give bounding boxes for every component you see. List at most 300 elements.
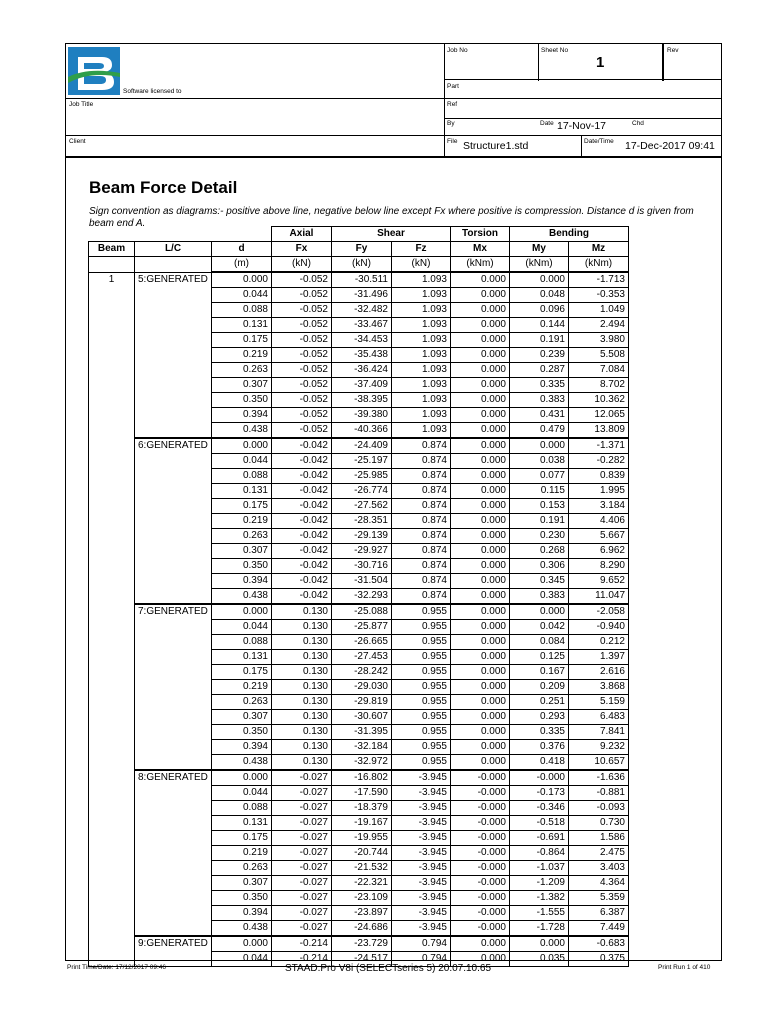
value-cell: 0.000	[451, 936, 510, 952]
table-row	[89, 423, 629, 439]
value-cell: 0.874	[392, 559, 451, 574]
value-cell: -0.000	[451, 816, 510, 831]
value-cell: -0.881	[569, 786, 629, 801]
value-cell: 0.000	[451, 454, 510, 469]
value-cell: 0.167	[510, 665, 569, 680]
load-case-cell	[135, 740, 212, 755]
value-cell: 12.065	[569, 408, 629, 423]
value-cell: -32.184	[332, 740, 392, 755]
value-cell: 0.035	[510, 952, 569, 967]
load-case-cell	[135, 620, 212, 635]
value-cell: 0.794	[392, 952, 451, 967]
value-cell: -0.052	[272, 288, 332, 303]
value-cell: 4.406	[569, 514, 629, 529]
value-cell: 5.359	[569, 891, 629, 906]
value-cell: 0.000	[451, 755, 510, 771]
value-cell: 13.809	[569, 423, 629, 439]
value-cell: 1.049	[569, 303, 629, 318]
value-cell: 1.093	[392, 393, 451, 408]
group-header-row	[89, 227, 629, 242]
value-cell: -0.052	[272, 363, 332, 378]
beam-cell	[89, 288, 135, 303]
load-case-cell	[135, 454, 212, 469]
value-cell: 0.438	[212, 755, 272, 771]
value-cell: -0.000	[451, 846, 510, 861]
value-cell: -0.042	[272, 559, 332, 574]
table-row	[89, 936, 629, 952]
value-cell: -25.985	[332, 469, 392, 484]
load-case-cell	[135, 393, 212, 408]
value-cell: 1.586	[569, 831, 629, 846]
value-cell: 0.307	[212, 544, 272, 559]
value-cell: 0.394	[212, 740, 272, 755]
value-cell: -0.000	[510, 770, 569, 786]
value-cell: 2.494	[569, 318, 629, 333]
beam-cell	[89, 635, 135, 650]
value-cell: 10.362	[569, 393, 629, 408]
load-case-cell	[135, 589, 212, 605]
beam-cell	[89, 936, 135, 952]
value-cell: 1.093	[392, 272, 451, 288]
value-cell: 0.000	[451, 288, 510, 303]
load-case-cell	[135, 544, 212, 559]
value-cell: -37.409	[332, 378, 392, 393]
value-cell: 0.153	[510, 499, 569, 514]
table-row	[89, 318, 629, 333]
value-cell: -18.379	[332, 801, 392, 816]
load-case-cell	[135, 906, 212, 921]
value-cell: -33.467	[332, 318, 392, 333]
value-cell: 0.479	[510, 423, 569, 439]
value-cell: 0.000	[451, 604, 510, 620]
beam-cell	[89, 770, 135, 786]
table-row	[89, 288, 629, 303]
value-cell: -0.027	[272, 846, 332, 861]
value-cell: 0.874	[392, 499, 451, 514]
table-row	[89, 635, 629, 650]
beam-cell	[89, 408, 135, 423]
value-cell: 0.044	[212, 952, 272, 967]
col-header: Mx	[451, 242, 510, 257]
value-cell: 0.955	[392, 635, 451, 650]
value-cell: 0.000	[451, 620, 510, 635]
value-cell: -24.409	[332, 438, 392, 454]
table-row	[89, 604, 629, 620]
load-case-cell	[135, 695, 212, 710]
value-cell: 0.044	[212, 620, 272, 635]
value-cell: 0.874	[392, 438, 451, 454]
value-cell: -0.000	[451, 786, 510, 801]
value-cell: 0.130	[272, 695, 332, 710]
load-case-cell	[135, 303, 212, 318]
value-cell: -0.027	[272, 816, 332, 831]
value-cell: 0.000	[451, 318, 510, 333]
value-cell: -0.000	[451, 921, 510, 937]
value-cell: 0.955	[392, 680, 451, 695]
table-row	[89, 559, 629, 574]
beam-cell	[89, 831, 135, 846]
table-row	[89, 665, 629, 680]
value-cell: -3.945	[392, 921, 451, 937]
value-cell: 0.131	[212, 816, 272, 831]
value-cell: 1.093	[392, 288, 451, 303]
value-cell: -0.282	[569, 454, 629, 469]
value-cell: 0.000	[451, 725, 510, 740]
value-cell: -0.042	[272, 438, 332, 454]
value-cell: -1.371	[569, 438, 629, 454]
value-cell: -40.366	[332, 423, 392, 439]
value-cell: 0.219	[212, 846, 272, 861]
value-cell: 0.175	[212, 333, 272, 348]
value-cell: 0.345	[510, 574, 569, 589]
value-cell: -0.042	[272, 454, 332, 469]
value-cell: -0.042	[272, 544, 332, 559]
col-header: Beam	[89, 242, 135, 257]
beam-cell	[89, 454, 135, 469]
sheet-no-value: 1	[596, 54, 605, 71]
value-cell: -0.042	[272, 574, 332, 589]
value-cell: -30.716	[332, 559, 392, 574]
beam-cell	[89, 755, 135, 771]
table-row	[89, 710, 629, 725]
beam-cell	[89, 665, 135, 680]
value-cell: 5.667	[569, 529, 629, 544]
value-cell: 0.438	[212, 423, 272, 439]
beam-cell	[89, 740, 135, 755]
value-cell: 0.000	[212, 438, 272, 454]
load-case-cell	[135, 831, 212, 846]
table-row	[89, 408, 629, 423]
value-cell: 0.955	[392, 710, 451, 725]
value-cell: 0.335	[510, 378, 569, 393]
value-cell: -3.945	[392, 831, 451, 846]
sign-convention-note: Sign convention as diagrams:- positive above line, negative below line except Fx where positive is compression. Distance d is given from beam end A.	[89, 206, 694, 229]
value-cell: -1.209	[510, 876, 569, 891]
value-cell: -3.945	[392, 891, 451, 906]
value-cell: -0.027	[272, 770, 332, 786]
bentley-logo-icon	[68, 47, 120, 95]
beam-cell	[89, 303, 135, 318]
col-header: d	[212, 242, 272, 257]
table-row	[89, 695, 629, 710]
load-case-cell	[135, 574, 212, 589]
value-cell: 0.874	[392, 454, 451, 469]
value-cell: -31.496	[332, 288, 392, 303]
value-cell: -0.052	[272, 378, 332, 393]
table-row	[89, 846, 629, 861]
load-case-cell	[135, 665, 212, 680]
beam-cell	[89, 393, 135, 408]
value-cell: 2.616	[569, 665, 629, 680]
value-cell: -24.686	[332, 921, 392, 937]
table-row	[89, 680, 629, 695]
beam-cell	[89, 574, 135, 589]
value-cell: -34.453	[332, 333, 392, 348]
load-case-cell	[135, 318, 212, 333]
value-cell: 0.955	[392, 740, 451, 755]
value-cell: 0.000	[451, 952, 510, 967]
value-cell: -0.052	[272, 318, 332, 333]
load-case-cell	[135, 846, 212, 861]
job-title-label: Job Title	[69, 101, 94, 108]
value-cell: 0.874	[392, 544, 451, 559]
value-cell: 0.307	[212, 710, 272, 725]
col-header: Mz	[569, 242, 629, 257]
value-cell: 0.212	[569, 635, 629, 650]
value-cell: -0.864	[510, 846, 569, 861]
value-cell: -28.242	[332, 665, 392, 680]
value-cell: 1.093	[392, 303, 451, 318]
table-row	[89, 303, 629, 318]
value-cell: -0.093	[569, 801, 629, 816]
value-cell: 0.955	[392, 725, 451, 740]
value-cell: 0.307	[212, 378, 272, 393]
value-cell: -29.030	[332, 680, 392, 695]
value-cell: 0.000	[451, 378, 510, 393]
value-cell: 0.219	[212, 680, 272, 695]
value-cell: -19.955	[332, 831, 392, 846]
value-cell: -38.395	[332, 393, 392, 408]
value-cell: 0.191	[510, 333, 569, 348]
value-cell: 4.364	[569, 876, 629, 891]
value-cell: -0.027	[272, 861, 332, 876]
value-cell: 0.287	[510, 363, 569, 378]
value-cell: 3.184	[569, 499, 629, 514]
table-row	[89, 348, 629, 363]
beam-cell	[89, 846, 135, 861]
value-cell: -0.052	[272, 408, 332, 423]
value-cell: 0.955	[392, 604, 451, 620]
value-cell: 0.144	[510, 318, 569, 333]
unit-cell: (kNm)	[569, 257, 629, 273]
value-cell: 0.251	[510, 695, 569, 710]
value-cell: -30.511	[332, 272, 392, 288]
load-case-cell	[135, 408, 212, 423]
value-cell: 0.000	[451, 363, 510, 378]
value-cell: 0.000	[510, 936, 569, 952]
beam-cell	[89, 710, 135, 725]
load-case-cell	[135, 469, 212, 484]
load-case-cell	[135, 514, 212, 529]
value-cell: -0.000	[451, 801, 510, 816]
value-cell: 0.000	[451, 650, 510, 665]
value-cell: -0.000	[451, 906, 510, 921]
beam-cell: 1	[89, 272, 135, 288]
table-row	[89, 801, 629, 816]
value-cell: 0.000	[451, 484, 510, 499]
value-cell: -27.562	[332, 499, 392, 514]
beam-cell	[89, 333, 135, 348]
value-cell: -23.897	[332, 906, 392, 921]
value-cell: 0.130	[272, 725, 332, 740]
table-row	[89, 755, 629, 771]
value-cell: 0.130	[272, 604, 332, 620]
value-cell: 0.088	[212, 303, 272, 318]
page-frame	[65, 43, 722, 964]
value-cell: -0.940	[569, 620, 629, 635]
beam-cell	[89, 378, 135, 393]
load-case-cell: 7:GENERATED	[135, 604, 212, 620]
beam-cell	[89, 348, 135, 363]
table-row	[89, 544, 629, 559]
table-body	[89, 272, 629, 967]
beam-cell	[89, 620, 135, 635]
value-cell: 8.702	[569, 378, 629, 393]
value-cell: 0.000	[451, 408, 510, 423]
beam-cell	[89, 816, 135, 831]
value-cell: 0.874	[392, 529, 451, 544]
units-row	[89, 257, 629, 273]
table-row	[89, 454, 629, 469]
value-cell: -1.037	[510, 861, 569, 876]
table-row	[89, 861, 629, 876]
value-cell: 0.000	[451, 303, 510, 318]
value-cell: 1.093	[392, 318, 451, 333]
value-cell: 0.088	[212, 801, 272, 816]
value-cell: -0.027	[272, 876, 332, 891]
col-header: Fz	[392, 242, 451, 257]
beam-cell	[89, 544, 135, 559]
value-cell: -0.691	[510, 831, 569, 846]
value-cell: -3.945	[392, 801, 451, 816]
value-cell: -24.517	[332, 952, 392, 967]
value-cell: -31.395	[332, 725, 392, 740]
unit-cell: (kN)	[332, 257, 392, 273]
value-cell: 0.263	[212, 695, 272, 710]
value-cell: -19.167	[332, 816, 392, 831]
load-case-cell	[135, 423, 212, 439]
value-cell: 0.306	[510, 559, 569, 574]
value-cell: -29.927	[332, 544, 392, 559]
load-case-cell	[135, 921, 212, 937]
value-cell: 0.000	[451, 635, 510, 650]
value-cell: -3.945	[392, 876, 451, 891]
value-cell: 0.394	[212, 574, 272, 589]
value-cell: 0.219	[212, 348, 272, 363]
value-cell: 0.394	[212, 408, 272, 423]
value-cell: -25.197	[332, 454, 392, 469]
value-cell: 0.000	[451, 333, 510, 348]
value-cell: 2.475	[569, 846, 629, 861]
beam-cell	[89, 921, 135, 937]
table-row	[89, 393, 629, 408]
value-cell: 0.175	[212, 831, 272, 846]
shear-header: Shear	[332, 227, 451, 242]
value-cell: 0.000	[451, 529, 510, 544]
table-row	[89, 363, 629, 378]
beam-cell	[89, 559, 135, 574]
table-row	[89, 770, 629, 786]
beam-cell	[89, 786, 135, 801]
value-cell: -0.042	[272, 469, 332, 484]
value-cell: 0.955	[392, 620, 451, 635]
value-cell: -0.042	[272, 484, 332, 499]
col-header: Fx	[272, 242, 332, 257]
value-cell: 1.093	[392, 423, 451, 439]
load-case-cell	[135, 876, 212, 891]
value-cell: 7.841	[569, 725, 629, 740]
beam-cell	[89, 363, 135, 378]
value-cell: 0.130	[272, 635, 332, 650]
value-cell: 0.874	[392, 484, 451, 499]
value-cell: -26.774	[332, 484, 392, 499]
beam-cell	[89, 514, 135, 529]
value-cell: 0.048	[510, 288, 569, 303]
date-value: 17-Nov-17	[557, 120, 607, 132]
datetime-label: Date/Time	[584, 138, 614, 145]
value-cell: -0.052	[272, 272, 332, 288]
load-case-cell	[135, 650, 212, 665]
value-cell: 0.044	[212, 786, 272, 801]
print-time: Print Time/Date: 17/12/2017 09:46	[67, 964, 167, 971]
table-row	[89, 725, 629, 740]
value-cell: 0.130	[272, 680, 332, 695]
value-cell: -1.636	[569, 770, 629, 786]
beam-cell	[89, 725, 135, 740]
value-cell: 0.088	[212, 469, 272, 484]
value-cell: 0.335	[510, 725, 569, 740]
load-case-cell: 6:GENERATED	[135, 438, 212, 454]
value-cell: 0.175	[212, 499, 272, 514]
value-cell: 0.230	[510, 529, 569, 544]
load-case-cell	[135, 725, 212, 740]
value-cell: -29.139	[332, 529, 392, 544]
value-cell: -0.027	[272, 801, 332, 816]
load-case-cell	[135, 499, 212, 514]
load-case-cell	[135, 288, 212, 303]
value-cell: -21.532	[332, 861, 392, 876]
value-cell: -23.109	[332, 891, 392, 906]
value-cell: -23.729	[332, 936, 392, 952]
value-cell: 0.084	[510, 635, 569, 650]
value-cell: -0.000	[451, 831, 510, 846]
beam-cell	[89, 484, 135, 499]
load-case-cell: 8:GENERATED	[135, 770, 212, 786]
table-row	[89, 574, 629, 589]
value-cell: 0.000	[451, 710, 510, 725]
value-cell: -3.945	[392, 861, 451, 876]
load-case-cell	[135, 559, 212, 574]
value-cell: 0.874	[392, 589, 451, 605]
table-row	[89, 921, 629, 937]
value-cell: -0.027	[272, 906, 332, 921]
unit-cell: (kNm)	[451, 257, 510, 273]
value-cell: 0.000	[451, 348, 510, 363]
beam-cell	[89, 604, 135, 620]
value-cell: 0.000	[212, 604, 272, 620]
value-cell: -1.555	[510, 906, 569, 921]
beam-cell	[89, 589, 135, 605]
value-cell: 0.874	[392, 574, 451, 589]
value-cell: -22.321	[332, 876, 392, 891]
date-label: Date	[540, 120, 554, 127]
axial-header: Axial	[272, 227, 332, 242]
value-cell: -3.945	[392, 816, 451, 831]
value-cell: -0.000	[451, 891, 510, 906]
client-label: Client	[69, 138, 86, 145]
load-case-cell	[135, 801, 212, 816]
value-cell: -0.052	[272, 423, 332, 439]
value-cell: 1.093	[392, 378, 451, 393]
value-cell: 0.376	[510, 740, 569, 755]
value-cell: -0.027	[272, 786, 332, 801]
value-cell: 0.077	[510, 469, 569, 484]
value-cell: -0.042	[272, 529, 332, 544]
table-row	[89, 589, 629, 605]
table-row	[89, 740, 629, 755]
value-cell: -0.000	[451, 876, 510, 891]
value-cell: 0.209	[510, 680, 569, 695]
